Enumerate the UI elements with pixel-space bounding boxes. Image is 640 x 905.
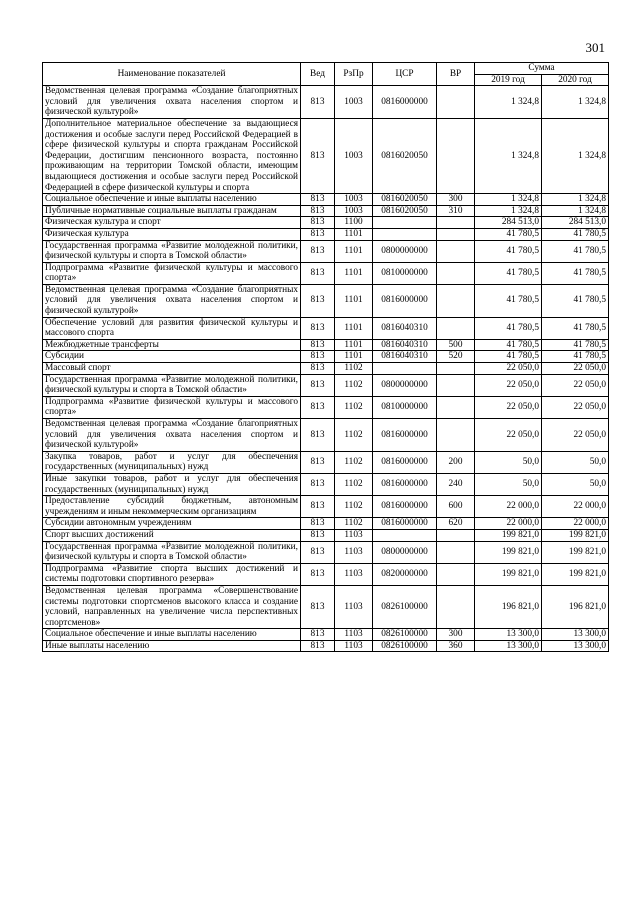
table-row bbox=[43, 317, 609, 339]
cell-y2019: 199 821,0 bbox=[475, 541, 542, 563]
cell-y2019: 41 780,5 bbox=[475, 262, 542, 284]
cell-y2019: 199 821,0 bbox=[475, 529, 542, 541]
table-row bbox=[43, 419, 609, 452]
cell-ved: 813 bbox=[301, 363, 335, 375]
cell-csr bbox=[373, 363, 437, 375]
cell-vr bbox=[437, 284, 475, 317]
cell-y2019: 22 050,0 bbox=[475, 374, 542, 396]
cell-y2019: 1 324,8 bbox=[475, 86, 542, 119]
cell-y2020: 22 000,0 bbox=[542, 496, 609, 518]
cell-rzpr: 1003 bbox=[335, 86, 373, 119]
cell-name: Субсидии автономным учреждениям bbox=[43, 518, 301, 530]
cell-rzpr: 1103 bbox=[335, 629, 373, 641]
cell-csr: 0816000000 bbox=[373, 86, 437, 119]
cell-name: Массовый спорт bbox=[43, 363, 301, 375]
cell-y2020: 22 050,0 bbox=[542, 396, 609, 418]
cell-rzpr: 1102 bbox=[335, 374, 373, 396]
cell-ved: 813 bbox=[301, 496, 335, 518]
budget-table bbox=[42, 62, 609, 652]
cell-rzpr: 1003 bbox=[335, 118, 373, 193]
cell-name: Публичные нормативные социальные выплаты гражданам bbox=[43, 205, 301, 217]
cell-ved: 813 bbox=[301, 317, 335, 339]
table-row bbox=[43, 86, 609, 119]
table-row bbox=[43, 205, 609, 217]
cell-rzpr: 1101 bbox=[335, 284, 373, 317]
cell-vr: 240 bbox=[437, 473, 475, 495]
cell-ved: 813 bbox=[301, 217, 335, 229]
cell-csr: 0826100000 bbox=[373, 585, 437, 628]
cell-y2020: 284 513,0 bbox=[542, 217, 609, 229]
cell-rzpr: 1103 bbox=[335, 640, 373, 652]
table-body bbox=[43, 86, 609, 652]
cell-csr bbox=[373, 529, 437, 541]
cell-csr: 0816000000 bbox=[373, 284, 437, 317]
cell-name: Предоставление субсидий бюджетным, автономным учреждениям и иным некоммерческим организациям bbox=[43, 496, 301, 518]
header-name: Наименование показателей bbox=[43, 63, 301, 86]
cell-vr bbox=[437, 240, 475, 262]
cell-csr: 0826100000 bbox=[373, 640, 437, 652]
cell-ved: 813 bbox=[301, 86, 335, 119]
cell-y2020: 13 300,0 bbox=[542, 629, 609, 641]
cell-y2019: 1 324,8 bbox=[475, 118, 542, 193]
cell-y2020: 1 324,8 bbox=[542, 194, 609, 206]
cell-y2019: 41 780,5 bbox=[475, 339, 542, 351]
cell-vr bbox=[437, 317, 475, 339]
cell-y2020: 1 324,8 bbox=[542, 205, 609, 217]
cell-rzpr: 1003 bbox=[335, 194, 373, 206]
cell-vr bbox=[437, 396, 475, 418]
cell-y2020: 1 324,8 bbox=[542, 118, 609, 193]
cell-name: Государственная программа «Развитие молодежной политики, физической культуры и спорта в Томской области» bbox=[43, 541, 301, 563]
cell-name: Ведомственная целевая программа «Создание благоприятных условий для увеличения охвата населения спортом и физической культурой» bbox=[43, 86, 301, 119]
cell-csr: 0816020050 bbox=[373, 205, 437, 217]
table-row bbox=[43, 363, 609, 375]
cell-vr bbox=[437, 217, 475, 229]
cell-ved: 813 bbox=[301, 529, 335, 541]
table-row bbox=[43, 529, 609, 541]
cell-rzpr: 1103 bbox=[335, 585, 373, 628]
cell-csr: 0810000000 bbox=[373, 396, 437, 418]
cell-csr: 0820000000 bbox=[373, 563, 437, 585]
cell-vr bbox=[437, 374, 475, 396]
table-row bbox=[43, 217, 609, 229]
table-row bbox=[43, 262, 609, 284]
cell-rzpr: 1101 bbox=[335, 339, 373, 351]
cell-vr bbox=[437, 86, 475, 119]
cell-y2019: 41 780,5 bbox=[475, 284, 542, 317]
cell-name: Социальное обеспечение и иные выплаты населению bbox=[43, 194, 301, 206]
cell-ved: 813 bbox=[301, 563, 335, 585]
cell-y2020: 22 050,0 bbox=[542, 419, 609, 452]
cell-vr: 620 bbox=[437, 518, 475, 530]
cell-y2020: 41 780,5 bbox=[542, 339, 609, 351]
cell-name: Государственная программа «Развитие молодежной политики, физической культуры и спорта в Томской области» bbox=[43, 374, 301, 396]
cell-y2019: 1 324,8 bbox=[475, 205, 542, 217]
cell-y2020: 41 780,5 bbox=[542, 284, 609, 317]
cell-name: Социальное обеспечение и иные выплаты населению bbox=[43, 629, 301, 641]
page-number: 301 bbox=[585, 40, 605, 55]
cell-rzpr: 1102 bbox=[335, 518, 373, 530]
cell-y2020: 22 050,0 bbox=[542, 363, 609, 375]
cell-vr bbox=[437, 529, 475, 541]
cell-ved: 813 bbox=[301, 262, 335, 284]
cell-name: Закупка товаров, работ и услуг для обеспечения государственных (муниципальных) нужд bbox=[43, 451, 301, 473]
cell-y2019: 50,0 bbox=[475, 451, 542, 473]
cell-csr: 0816020050 bbox=[373, 118, 437, 193]
cell-y2019: 41 780,5 bbox=[475, 240, 542, 262]
cell-csr bbox=[373, 217, 437, 229]
cell-rzpr: 1102 bbox=[335, 363, 373, 375]
header-year-2020: 2020 год bbox=[542, 74, 609, 86]
cell-rzpr: 1102 bbox=[335, 473, 373, 495]
table-row bbox=[43, 518, 609, 530]
header-ved: Вед bbox=[301, 63, 335, 86]
table-row bbox=[43, 194, 609, 206]
cell-csr: 0826100000 bbox=[373, 629, 437, 641]
cell-vr bbox=[437, 363, 475, 375]
cell-vr: 310 bbox=[437, 205, 475, 217]
cell-vr bbox=[437, 118, 475, 193]
cell-csr: 0816000000 bbox=[373, 451, 437, 473]
cell-name: Ведомственная целевая программа «Создание благоприятных условий для увеличения охвата населения спортом и физической культурой» bbox=[43, 284, 301, 317]
table-row bbox=[43, 118, 609, 193]
cell-name: Подпрограмма «Развитие спорта высших достижений и системы подготовки спортивного резерва» bbox=[43, 563, 301, 585]
cell-y2019: 13 300,0 bbox=[475, 640, 542, 652]
cell-rzpr: 1101 bbox=[335, 240, 373, 262]
cell-rzpr: 1102 bbox=[335, 419, 373, 452]
cell-name: Дополнительное материальное обеспечение за выдающиеся достижения и особые заслуги перед Российской Федерацией в сфере физической культуры и спорта гражданам Российской Федерации, достигшим пенсионного возраста, постоянно проживающим на территории Томской области, имеющим выдающиеся достижения и особые заслуги перед Российской Федерацией в сфере физической культуры и спорта bbox=[43, 118, 301, 193]
cell-name: Иные закупки товаров, работ и услуг для обеспечения государственных (муниципальных) нужд bbox=[43, 473, 301, 495]
table-row bbox=[43, 284, 609, 317]
cell-y2020: 22 050,0 bbox=[542, 374, 609, 396]
cell-y2019: 22 000,0 bbox=[475, 518, 542, 530]
cell-ved: 813 bbox=[301, 194, 335, 206]
cell-rzpr: 1101 bbox=[335, 317, 373, 339]
cell-ved: 813 bbox=[301, 473, 335, 495]
cell-name: Обеспечение условий для развития физической культуры и массового спорта bbox=[43, 317, 301, 339]
cell-name: Физическая культура bbox=[43, 228, 301, 240]
cell-ved: 813 bbox=[301, 228, 335, 240]
cell-rzpr: 1103 bbox=[335, 541, 373, 563]
cell-vr: 200 bbox=[437, 451, 475, 473]
cell-y2020: 196 821,0 bbox=[542, 585, 609, 628]
table-row bbox=[43, 473, 609, 495]
table-row bbox=[43, 396, 609, 418]
table-row bbox=[43, 563, 609, 585]
cell-y2019: 199 821,0 bbox=[475, 563, 542, 585]
cell-csr: 0816040310 bbox=[373, 339, 437, 351]
cell-ved: 813 bbox=[301, 451, 335, 473]
cell-vr: 360 bbox=[437, 640, 475, 652]
cell-csr: 0800000000 bbox=[373, 541, 437, 563]
cell-rzpr: 1101 bbox=[335, 351, 373, 363]
cell-ved: 813 bbox=[301, 396, 335, 418]
cell-csr bbox=[373, 228, 437, 240]
header-csr: ЦСР bbox=[373, 63, 437, 86]
cell-csr: 0816000000 bbox=[373, 518, 437, 530]
cell-y2020: 13 300,0 bbox=[542, 640, 609, 652]
cell-name: Физическая культура и спорт bbox=[43, 217, 301, 229]
cell-rzpr: 1101 bbox=[335, 228, 373, 240]
cell-name: Государственная программа «Развитие молодежной политики, физической культуры и спорта в Томской области» bbox=[43, 240, 301, 262]
cell-rzpr: 1003 bbox=[335, 205, 373, 217]
cell-name: Ведомственная целевая программа «Создание благоприятных условий для увеличения охвата населения спортом и физической культурой» bbox=[43, 419, 301, 452]
cell-y2020: 41 780,5 bbox=[542, 240, 609, 262]
table-row bbox=[43, 240, 609, 262]
cell-rzpr: 1103 bbox=[335, 563, 373, 585]
cell-csr: 0816040310 bbox=[373, 351, 437, 363]
cell-ved: 813 bbox=[301, 518, 335, 530]
cell-ved: 813 bbox=[301, 419, 335, 452]
cell-y2019: 41 780,5 bbox=[475, 317, 542, 339]
cell-y2020: 1 324,8 bbox=[542, 86, 609, 119]
cell-y2019: 22 050,0 bbox=[475, 363, 542, 375]
table-row bbox=[43, 640, 609, 652]
cell-y2019: 284 513,0 bbox=[475, 217, 542, 229]
cell-ved: 813 bbox=[301, 118, 335, 193]
cell-vr bbox=[437, 541, 475, 563]
cell-y2020: 50,0 bbox=[542, 451, 609, 473]
cell-vr: 300 bbox=[437, 194, 475, 206]
table-row bbox=[43, 339, 609, 351]
cell-name: Подпрограмма «Развитие физической культуры и массового спорта» bbox=[43, 396, 301, 418]
cell-name: Субсидии bbox=[43, 351, 301, 363]
cell-csr: 0816000000 bbox=[373, 473, 437, 495]
cell-y2020: 50,0 bbox=[542, 473, 609, 495]
cell-vr bbox=[437, 563, 475, 585]
cell-ved: 813 bbox=[301, 240, 335, 262]
cell-name: Спорт высших достижений bbox=[43, 529, 301, 541]
table-row bbox=[43, 351, 609, 363]
cell-y2020: 199 821,0 bbox=[542, 563, 609, 585]
table-header bbox=[43, 63, 609, 86]
cell-y2020: 41 780,5 bbox=[542, 262, 609, 284]
cell-vr: 520 bbox=[437, 351, 475, 363]
cell-y2020: 41 780,5 bbox=[542, 351, 609, 363]
cell-vr: 300 bbox=[437, 629, 475, 641]
cell-rzpr: 1102 bbox=[335, 496, 373, 518]
cell-csr: 0810000000 bbox=[373, 262, 437, 284]
cell-y2020: 41 780,5 bbox=[542, 317, 609, 339]
cell-name: Подпрограмма «Развитие физической культуры и массового спорта» bbox=[43, 262, 301, 284]
cell-csr: 0816000000 bbox=[373, 496, 437, 518]
cell-vr: 600 bbox=[437, 496, 475, 518]
cell-csr: 0800000000 bbox=[373, 374, 437, 396]
cell-csr: 0800000000 bbox=[373, 240, 437, 262]
cell-name: Межбюджетные трансферты bbox=[43, 339, 301, 351]
cell-ved: 813 bbox=[301, 640, 335, 652]
cell-y2019: 1 324,8 bbox=[475, 194, 542, 206]
cell-y2019: 22 050,0 bbox=[475, 396, 542, 418]
cell-ved: 813 bbox=[301, 585, 335, 628]
cell-y2019: 41 780,5 bbox=[475, 228, 542, 240]
cell-name: Ведомственная целевая программа «Совершенствование системы подготовки спортсменов высокого класса и создание условий, направленных на увеличение числа перспективных спортсменов» bbox=[43, 585, 301, 628]
cell-y2019: 22 050,0 bbox=[475, 419, 542, 452]
cell-rzpr: 1102 bbox=[335, 396, 373, 418]
cell-y2019: 196 821,0 bbox=[475, 585, 542, 628]
cell-rzpr: 1101 bbox=[335, 262, 373, 284]
table-row bbox=[43, 496, 609, 518]
cell-vr bbox=[437, 585, 475, 628]
header-rzpr: РзПр bbox=[335, 63, 373, 86]
cell-vr bbox=[437, 262, 475, 284]
cell-ved: 813 bbox=[301, 541, 335, 563]
cell-y2019: 13 300,0 bbox=[475, 629, 542, 641]
cell-ved: 813 bbox=[301, 284, 335, 317]
cell-vr bbox=[437, 419, 475, 452]
table-row bbox=[43, 451, 609, 473]
cell-y2020: 22 000,0 bbox=[542, 518, 609, 530]
cell-vr: 500 bbox=[437, 339, 475, 351]
cell-ved: 813 bbox=[301, 339, 335, 351]
cell-ved: 813 bbox=[301, 629, 335, 641]
cell-name: Иные выплаты населению bbox=[43, 640, 301, 652]
table-row bbox=[43, 629, 609, 641]
table-row bbox=[43, 374, 609, 396]
cell-y2019: 41 780,5 bbox=[475, 351, 542, 363]
cell-y2019: 50,0 bbox=[475, 473, 542, 495]
header-sum: Сумма bbox=[475, 63, 609, 75]
table-row bbox=[43, 228, 609, 240]
cell-y2020: 199 821,0 bbox=[542, 541, 609, 563]
cell-csr: 0816020050 bbox=[373, 194, 437, 206]
cell-ved: 813 bbox=[301, 205, 335, 217]
cell-rzpr: 1103 bbox=[335, 529, 373, 541]
header-year-2019: 2019 год bbox=[475, 74, 542, 86]
cell-y2020: 199 821,0 bbox=[542, 529, 609, 541]
header-vr: ВР bbox=[437, 63, 475, 86]
cell-ved: 813 bbox=[301, 374, 335, 396]
cell-csr: 0816040310 bbox=[373, 317, 437, 339]
cell-csr: 0816000000 bbox=[373, 419, 437, 452]
cell-ved: 813 bbox=[301, 351, 335, 363]
cell-rzpr: 1102 bbox=[335, 451, 373, 473]
cell-vr bbox=[437, 228, 475, 240]
table-row bbox=[43, 541, 609, 563]
cell-y2019: 22 000,0 bbox=[475, 496, 542, 518]
cell-y2020: 41 780,5 bbox=[542, 228, 609, 240]
cell-rzpr: 1100 bbox=[335, 217, 373, 229]
table-row bbox=[43, 585, 609, 628]
